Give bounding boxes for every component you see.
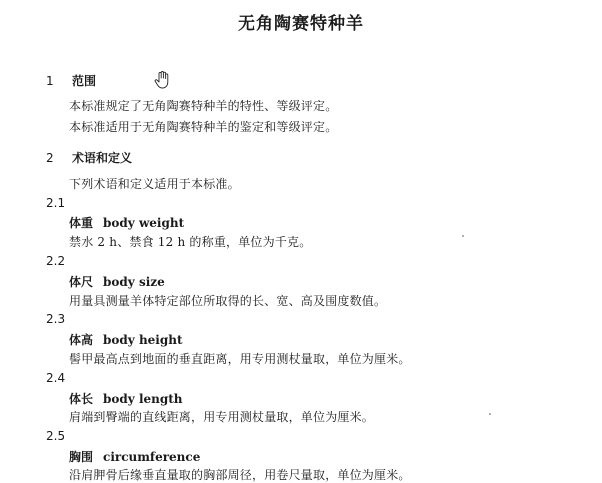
term-zh: 胸围 <box>69 450 94 464</box>
section-heading-scope <box>46 72 96 89</box>
section-heading-terms <box>46 149 132 166</box>
term-circumference <box>69 448 200 465</box>
clause-number: 2.4 <box>46 371 66 385</box>
definition-body-length: 肩端到臀端的直线距离，用专用测杖量取，单位为厘米。 <box>69 410 375 424</box>
term-zh: 体尺 <box>69 275 94 289</box>
scope-paragraph-2: 本标准适用于无角陶赛特种羊的鉴定和等级评定。 <box>69 120 338 134</box>
clause-number: 2.5 <box>46 429 66 443</box>
definition-circumference: 沿肩胛骨后缘垂直量取的胸部周径，用卷尺量取，单位为厘米。 <box>69 468 411 482</box>
term-en: body height <box>103 333 183 347</box>
definition-body-weight: 禁水 2 h、禁食 12 h 的称重，单位为千克。 <box>69 235 312 249</box>
section-number: 1 <box>46 74 54 88</box>
section-number: 2 <box>46 151 54 165</box>
section-title: 术语和定义 <box>72 151 133 165</box>
hand-cursor-icon <box>154 71 170 89</box>
document-title: 无角陶赛特种羊 <box>238 14 364 34</box>
term-en: body length <box>103 392 183 406</box>
term-body-weight <box>69 214 184 231</box>
definition-body-height: 髻甲最高点到地面的垂直距离，用专用测杖量取，单位为厘米。 <box>69 352 411 366</box>
term-en: body weight <box>103 216 185 230</box>
term-zh: 体高 <box>69 333 94 347</box>
clause-number: 2.2 <box>46 254 66 268</box>
scope-paragraph-1: 本标准规定了无角陶赛特种羊的特性、等级评定。 <box>69 99 338 113</box>
clause-number: 2.3 <box>46 312 66 326</box>
scan-speck <box>489 413 491 415</box>
term-en: circumference <box>103 450 201 464</box>
term-en: body size <box>103 275 165 289</box>
term-body-height <box>69 331 183 348</box>
terms-intro-paragraph: 下列术语和定义适用于本标准。 <box>69 177 240 191</box>
term-body-length <box>69 390 183 407</box>
section-title: 范围 <box>72 74 97 88</box>
term-body-size <box>69 273 165 290</box>
definition-body-size: 用量具测量羊体特定部位所取得的长、宽、高及围度数值。 <box>69 294 387 308</box>
scan-speck <box>462 235 464 237</box>
term-zh: 体长 <box>69 392 94 406</box>
clause-number: 2.1 <box>46 196 66 210</box>
term-zh: 体重 <box>69 216 94 230</box>
